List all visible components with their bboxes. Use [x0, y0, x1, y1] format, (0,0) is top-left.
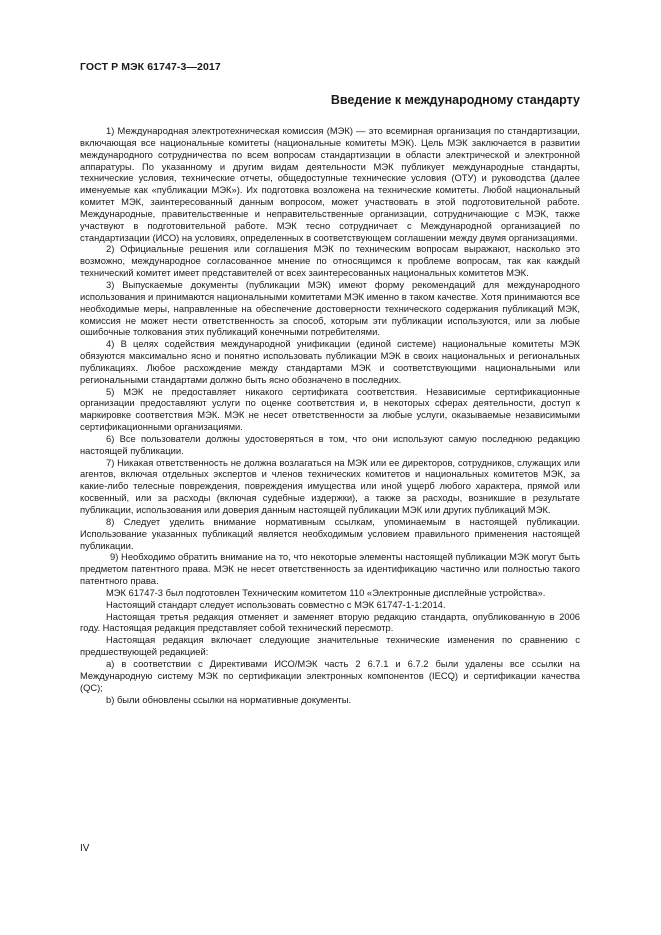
- paragraph-3: 3) Выпускаемые документы (публикации МЭК) имеют форму рекомендаций для международного использования и принимаются национальными комитетами МЭК именно в таком качестве. Хотя принимаются все необходимые меры, направленные на обеспечение достоверности технического содержания публикаций МЭК, комиссия не может нести ответственность за способ, которым эти публикации используются, или за любые ошибочные толкования этих публикаций конечными потребителями.: [80, 278, 580, 338]
- body-text: [80, 125, 580, 705]
- paragraph-11: Настоящий стандарт следует использовать совместно с МЭК 61747-1-1:2014.: [106, 598, 446, 610]
- paragraph-9: 9) Необходимо обратить внимание на то, что некоторые элементы настоящей публикации МЭК могут быть предметом патентного права. МЭК не несет ответственность за идентификацию частично или полностью такого патентного права.: [80, 551, 580, 587]
- paragraph-8: 8) Следует уделить внимание нормативным ссылкам, упоминаемым в настоящей публикации. Использование указанных публикаций является необходимым условием правильного применения настоящей публикации.: [80, 515, 580, 551]
- paragraph-7: 7) Никакая ответственность не должна возлагаться на МЭК или ее директоров, сотрудников, служащих или агентов, включая отдельных экспертов и членов технических комитетов и национальных комитетов МЭК, за какие-либо телесные повреждения, повреждения имущества или иной ущерб любого характера, прямой или косвенный, или за расходы (включая судебные издержки), а также за расходы, возникшие в результате публикации, использования или доверия данным настоящей публикации МЭК или других публикаций МЭК.: [80, 456, 580, 515]
- page-number: IV: [80, 843, 90, 854]
- paragraph-4: 4) В целях содействия международной унификации (единой системе) национальные комитеты МЭК обязуются максимально ясно и понятно использовать публикации МЭК в своих национальных и региональных публикациях. Любое расхождение между стандартами МЭК и соответствующими национальными или региональными стандартами должно быть ясно обозначено в последних.: [80, 338, 580, 385]
- paragraph-1: 1) Международная электротехническая комиссия (МЭК) — это всемирная организация по стандартизации, включающая все национальные комитеты (национальные комитеты МЭК). Цель МЭК заключается в развитии международного сотрудничества по всем вопросам стандартизации в области электрической и электронной аппаратуры. По указанному и другим видам деятельности МЭК публикует международные стандарты, технические условия, технические отчеты, общедоступные технические условия (ОТУ) и руководства (далее именуемые как «публикации МЭК»). Их подготовка возложена на технические комитеты. Любой национальный комитет МЭК, заинтересованный данным вопросом, может участвовать в этой подготовительной работе. Международные, правительственные и неправительственные организации, сотрудничающие с МЭК, также участвуют в подготовительной работе. МЭК тесно сотрудничает с Международной организацией по стандартизации (ИСО) на условиях, определенных в соответствующем соглашении между двумя организациями.: [80, 125, 580, 243]
- paragraph-12: Настоящая третья редакция отменяет и заменяет вторую редакцию стандарта, опубликованную в 2006 году. Настоящая редакция представляет собой технический пересмотр.: [80, 610, 580, 634]
- paragraph-10: МЭК 61747-3 был подготовлен Техническим комитетом 110 «Электронные дисплейные устройства».: [106, 586, 546, 598]
- list-item-b: b) были обновлены ссылки на нормативные документы.: [106, 693, 352, 705]
- paragraph-5: 5) МЭК не предоставляет никакого сертификата соответствия. Независимые сертификационные организации предоставляют услуги по оценке соответствия и, в некоторых сферах деятельности, доступ к маркировке соответствия МЭК. МЭК не несет ответственности за любые услуги, оказываемые независимыми сертификационными организациями.: [80, 385, 580, 433]
- document-header: ГОСТ Р МЭК 61747-3—2017: [80, 61, 221, 73]
- paragraph-6: 6) Все пользователи должны удостоверяться в том, что они используют самую последнюю редакцию настоящей публикации.: [80, 432, 580, 456]
- list-item-a: a) в соответствии с Директивами ИСО/МЭК часть 2 6.7.1 и 6.7.2 были удалены все ссылки на Международную систему МЭК по сертификации электронных компонентов (IECQ) и сертификации качества (QC);: [80, 657, 580, 693]
- paragraph-2: 2) Официальные решения или соглашения МЭК по техническим вопросам выражают, насколько это возможно, международное согласованное мнение по относящимся к проблеме вопросам, так как каждый технический комитет имеет представителей от всех заинтересованных национальных комитетов МЭК.: [80, 243, 580, 279]
- section-title: Введение к международному стандарту: [330, 93, 580, 107]
- paragraph-13: Настоящая редакция включает следующие значительные технические изменения по сравнению с предшествующей редакцией:: [80, 634, 580, 658]
